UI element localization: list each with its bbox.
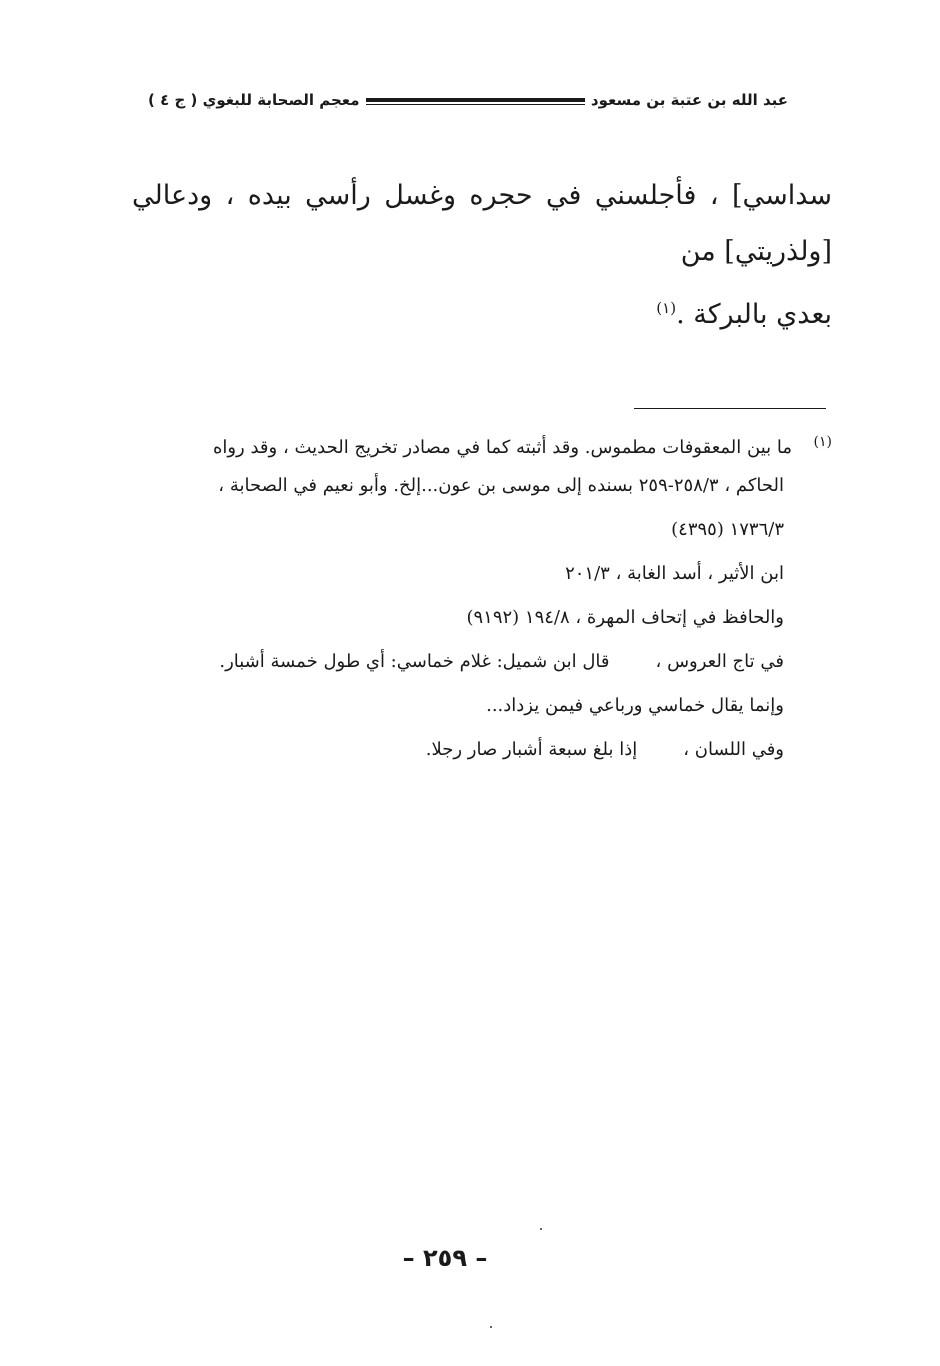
footnote-marker: (١) [813,434,832,450]
footnote-line-5: والحافظ في إتحاف المهرة ، ١٩٤/٨ (٩١٩٢) [466,607,784,628]
taj-quote: قال ابن شميل: غلام خماسي: أي طول خمسة أشبار. [219,651,610,672]
footnote-line-7: وإنما يقال خماسي ورباعي فيمن يزداد... [486,695,784,716]
scan-speck [540,1228,542,1230]
footnote-line-1 [126,420,832,464]
footnote-line-3: ١٧٣٦/٣ (٤٣٩٥) [671,519,784,540]
page-number: – ٢٥٩ – [402,1244,488,1272]
running-header [148,86,788,114]
footnotes [126,420,832,772]
section-title: عبد الله بن عتبة بن مسعود [590,91,788,109]
header-rule [366,98,585,102]
footnote-line-2: الحاكم ، ٢٥٨/٣-٢٥٩ بسنده إلى موسى بن عون...إلخ. وأبو نعيم في الصحابة ، [218,475,784,496]
book-title: معجم الصحابة للبغوي ( ج ٤ ) [148,91,360,109]
main-text-line-2-text: بعدي بالبركة . [676,299,832,330]
lisan-label: وفي اللسان ، [683,739,784,760]
footnote-separator [634,408,826,409]
footnote-line-4: ابن الأثير ، أسد الغابة ، ٢٠١/٣ [565,563,784,584]
footnote-reference: (١) [656,299,677,317]
scan-speck [490,1326,492,1328]
main-text-line-2 [132,280,832,343]
footnote-line-6 [126,640,832,684]
taj-label: في تاج العروس ، [655,651,784,672]
main-text [132,168,832,343]
main-text-line-1: سداسي] ، فأجلسني في حجره وغسل رأسي بيده ، ودعالي [ولذريتي] من [132,180,832,267]
footnote-line-8 [126,728,832,772]
footnote-text: ما بين المعقوفات مطموس. وقد أثبته كما في مصادر تخريج الحديث ، وقد رواه [212,437,792,458]
lisan-quote: إذا بلغ سبعة أشبار صار رجلا. [425,739,638,760]
